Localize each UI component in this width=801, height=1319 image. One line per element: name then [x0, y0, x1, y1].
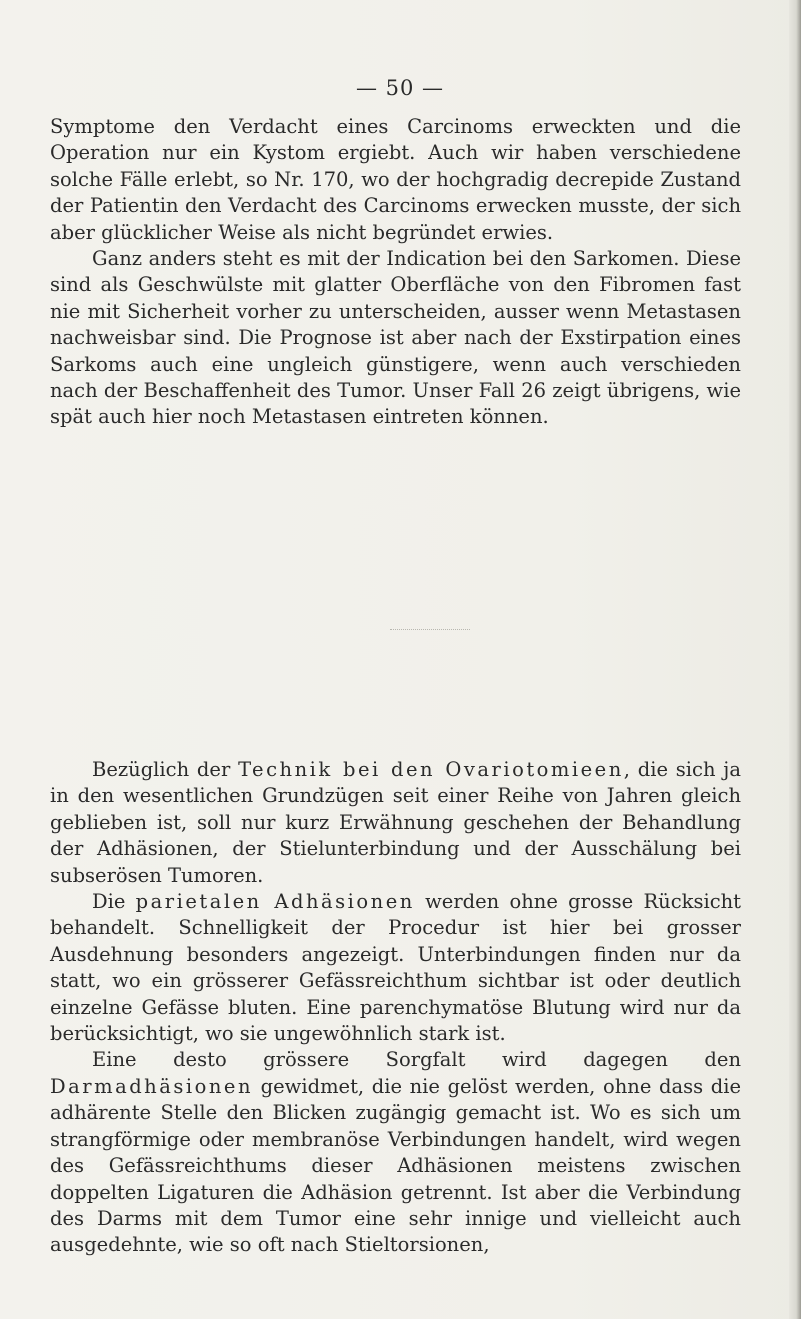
emphasis-intestinal: Darmadhäsionen — [50, 1074, 254, 1098]
paragraph-technique: Bezüglich der Technik bei den Ovariotomieen, die sich ja in den wesentlichen Grundzügen seit einer Reihe von Jahren gleich geblieben ist, soll nur kurz Erwähnung geschehen der Behandlung der Adhäsionen, der Stielunterbindung und der Ausschälung bei subserösen Tumoren. — [50, 758, 741, 887]
emphasis-parietal: parietalen Adhäsionen — [135, 890, 415, 914]
paragraph-carcinoma: Symptome den Verdacht eines Carcinoms erweckten und die Operation nur ein Kystom ergiebt. Auch wir haben verschiedene solche Fälle erlebt, so Nr. 170, wo der hochgradig decrepide Zustand der Patientin den Verdacht des Carcinoms erwecken musste, der sich aber glücklicher Weise als nicht begründet erwies. — [50, 115, 741, 244]
text-block-top — [50, 114, 741, 431]
paragraph-sarcoma: Ganz anders steht es mit der Indication bei den Sarkomen. Diese sind als Geschwülste mit glatter Oberfläche von den Fibromen fast nie mit Sicherheit vorher zu unterscheiden, ausser wenn Metastasen nachweisbar sind. Die Prognose ist aber nach der Exstirpation eines Sarkoms auch eine ungleich günstigere, wenn auch verschieden nach der Beschaffenheit des Tumor. Unser Fall 26 zeigt übrigens, wie spät auch hier noch Metastasen eintreten können. — [50, 247, 741, 429]
paragraph-parietal: Die parietalen Adhäsionen werden ohne grosse Rücksicht behandelt. Schnelligkeit der Procedur ist hier bei grosser Ausdehnung besonders angezeigt. Unterbindungen finden nur da statt, wo ein grösserer Gefässreichthum sichtbar ist oder deutlich einzelne Gefässe bluten. Eine parenchymatöse Blutung wird nur da berücksichtigt, wo sie ungewöhnlich stark ist. — [50, 890, 742, 1046]
page-number: — 50 — — [355, 76, 445, 100]
section-divider — [390, 629, 470, 630]
paragraph-intestinal: Eine desto grössere Sorgfalt wird dagegen den Darmadhäsionen gewidmet, die nie gelöst werden, ohne dass die adhärente Stelle den Blicken zugängig gemacht ist. Wo es sich um strangförmige oder membranöse Verbindungen handelt, wird wegen des Gefässreichthums dieser Adhäsionen meistens zwischen doppelten Ligaturen die Adhäsion getrennt. Ist aber die Verbindung des Darms mit dem Tumor eine sehr innige und vielleicht auch ausgedehnte, wie so oft nach Stieltorsionen, — [50, 1048, 741, 1257]
text-block-bottom — [50, 757, 741, 1259]
emphasis-technique: Technik bei den Ovariotomieen — [238, 758, 624, 781]
page-edge — [789, 0, 801, 1319]
